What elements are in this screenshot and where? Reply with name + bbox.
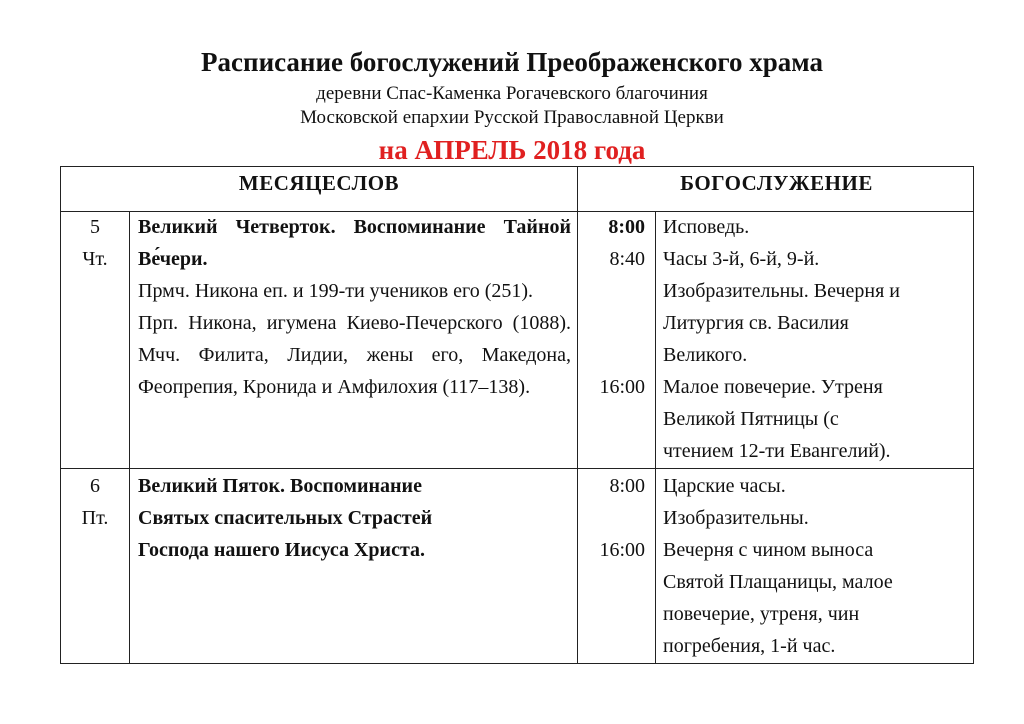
weekday: Чт. bbox=[82, 248, 108, 270]
row-divider bbox=[61, 468, 973, 469]
service-line: Изобразительны. Вечерня и bbox=[663, 280, 901, 302]
service-line: Малое повечерие. Утреня bbox=[663, 376, 883, 398]
table-row bbox=[61, 211, 129, 275]
service-line: чтением 12-ти Евангелий). bbox=[663, 440, 891, 462]
day-number: 5 bbox=[90, 216, 100, 238]
column-header-service: БОГОСЛУЖЕНИЕ bbox=[680, 171, 873, 195]
service-line: Часы 3-й, 6-й, 9-й. bbox=[663, 248, 820, 270]
feast-title: Великий Пяток. Воспоминание Святых спасительных Страстей Господа нашего Иисуса Христа. bbox=[138, 475, 433, 561]
times-cell bbox=[578, 470, 645, 566]
saints-cell bbox=[138, 211, 571, 403]
column-header-calendar: МЕСЯЦЕСЛОВ bbox=[238, 171, 400, 195]
service-line: Великой Пятницы (с bbox=[663, 408, 839, 430]
saint-commemoration: Прп. Никона, игумена Киево-Печерского (1088). Мчч. Филита, Лидии, жены его, Македона, Феопрепия, Кронида и Амфилохия (117–138). bbox=[138, 312, 571, 398]
services-cell bbox=[663, 470, 969, 662]
saints-cell bbox=[138, 470, 498, 566]
services-cell bbox=[663, 211, 969, 467]
service-line: Изобразительны. bbox=[663, 507, 809, 529]
service-line: Святой Плащаницы, малое bbox=[663, 571, 893, 593]
service-line: Вечерня с чином выноса bbox=[663, 539, 874, 561]
feast-title: Великий Четверток. Воспоминание Тайной Ве́чери. bbox=[138, 216, 571, 270]
service-time: 8:00 bbox=[608, 216, 645, 238]
service-line: погребения, 1-й час. bbox=[663, 635, 836, 657]
subtitle-diocese: Московской епархии Русской Православной Церкви bbox=[300, 107, 724, 128]
column-divider bbox=[655, 211, 656, 663]
service-time: 16:00 bbox=[599, 376, 645, 398]
service-line: Великого. bbox=[663, 344, 748, 366]
service-time: 8:00 bbox=[609, 475, 645, 497]
schedule-month: на АПРЕЛЬ 2018 года bbox=[378, 135, 646, 165]
service-time: 8:40 bbox=[609, 248, 645, 270]
times-cell bbox=[578, 211, 645, 403]
page-title: Расписание богослужений Преображенского храма bbox=[201, 47, 823, 77]
schedule-table bbox=[60, 166, 974, 664]
day-number: 6 bbox=[90, 475, 100, 497]
service-line: Исповедь. bbox=[663, 216, 750, 238]
table-row bbox=[61, 470, 129, 534]
service-line: Царские часы. bbox=[663, 475, 786, 497]
subtitle-parish: деревни Спас-Каменка Рогачевского благочиния bbox=[316, 83, 708, 104]
saint-commemoration: Прмч. Никона еп. и 199-ти учеников его (251). bbox=[138, 280, 534, 302]
service-line: повечерие, утреня, чин bbox=[663, 603, 860, 625]
weekday: Пт. bbox=[81, 507, 109, 529]
service-time: 16:00 bbox=[599, 539, 645, 561]
service-line: Литургия св. Василия bbox=[663, 312, 849, 334]
column-divider bbox=[129, 211, 130, 663]
